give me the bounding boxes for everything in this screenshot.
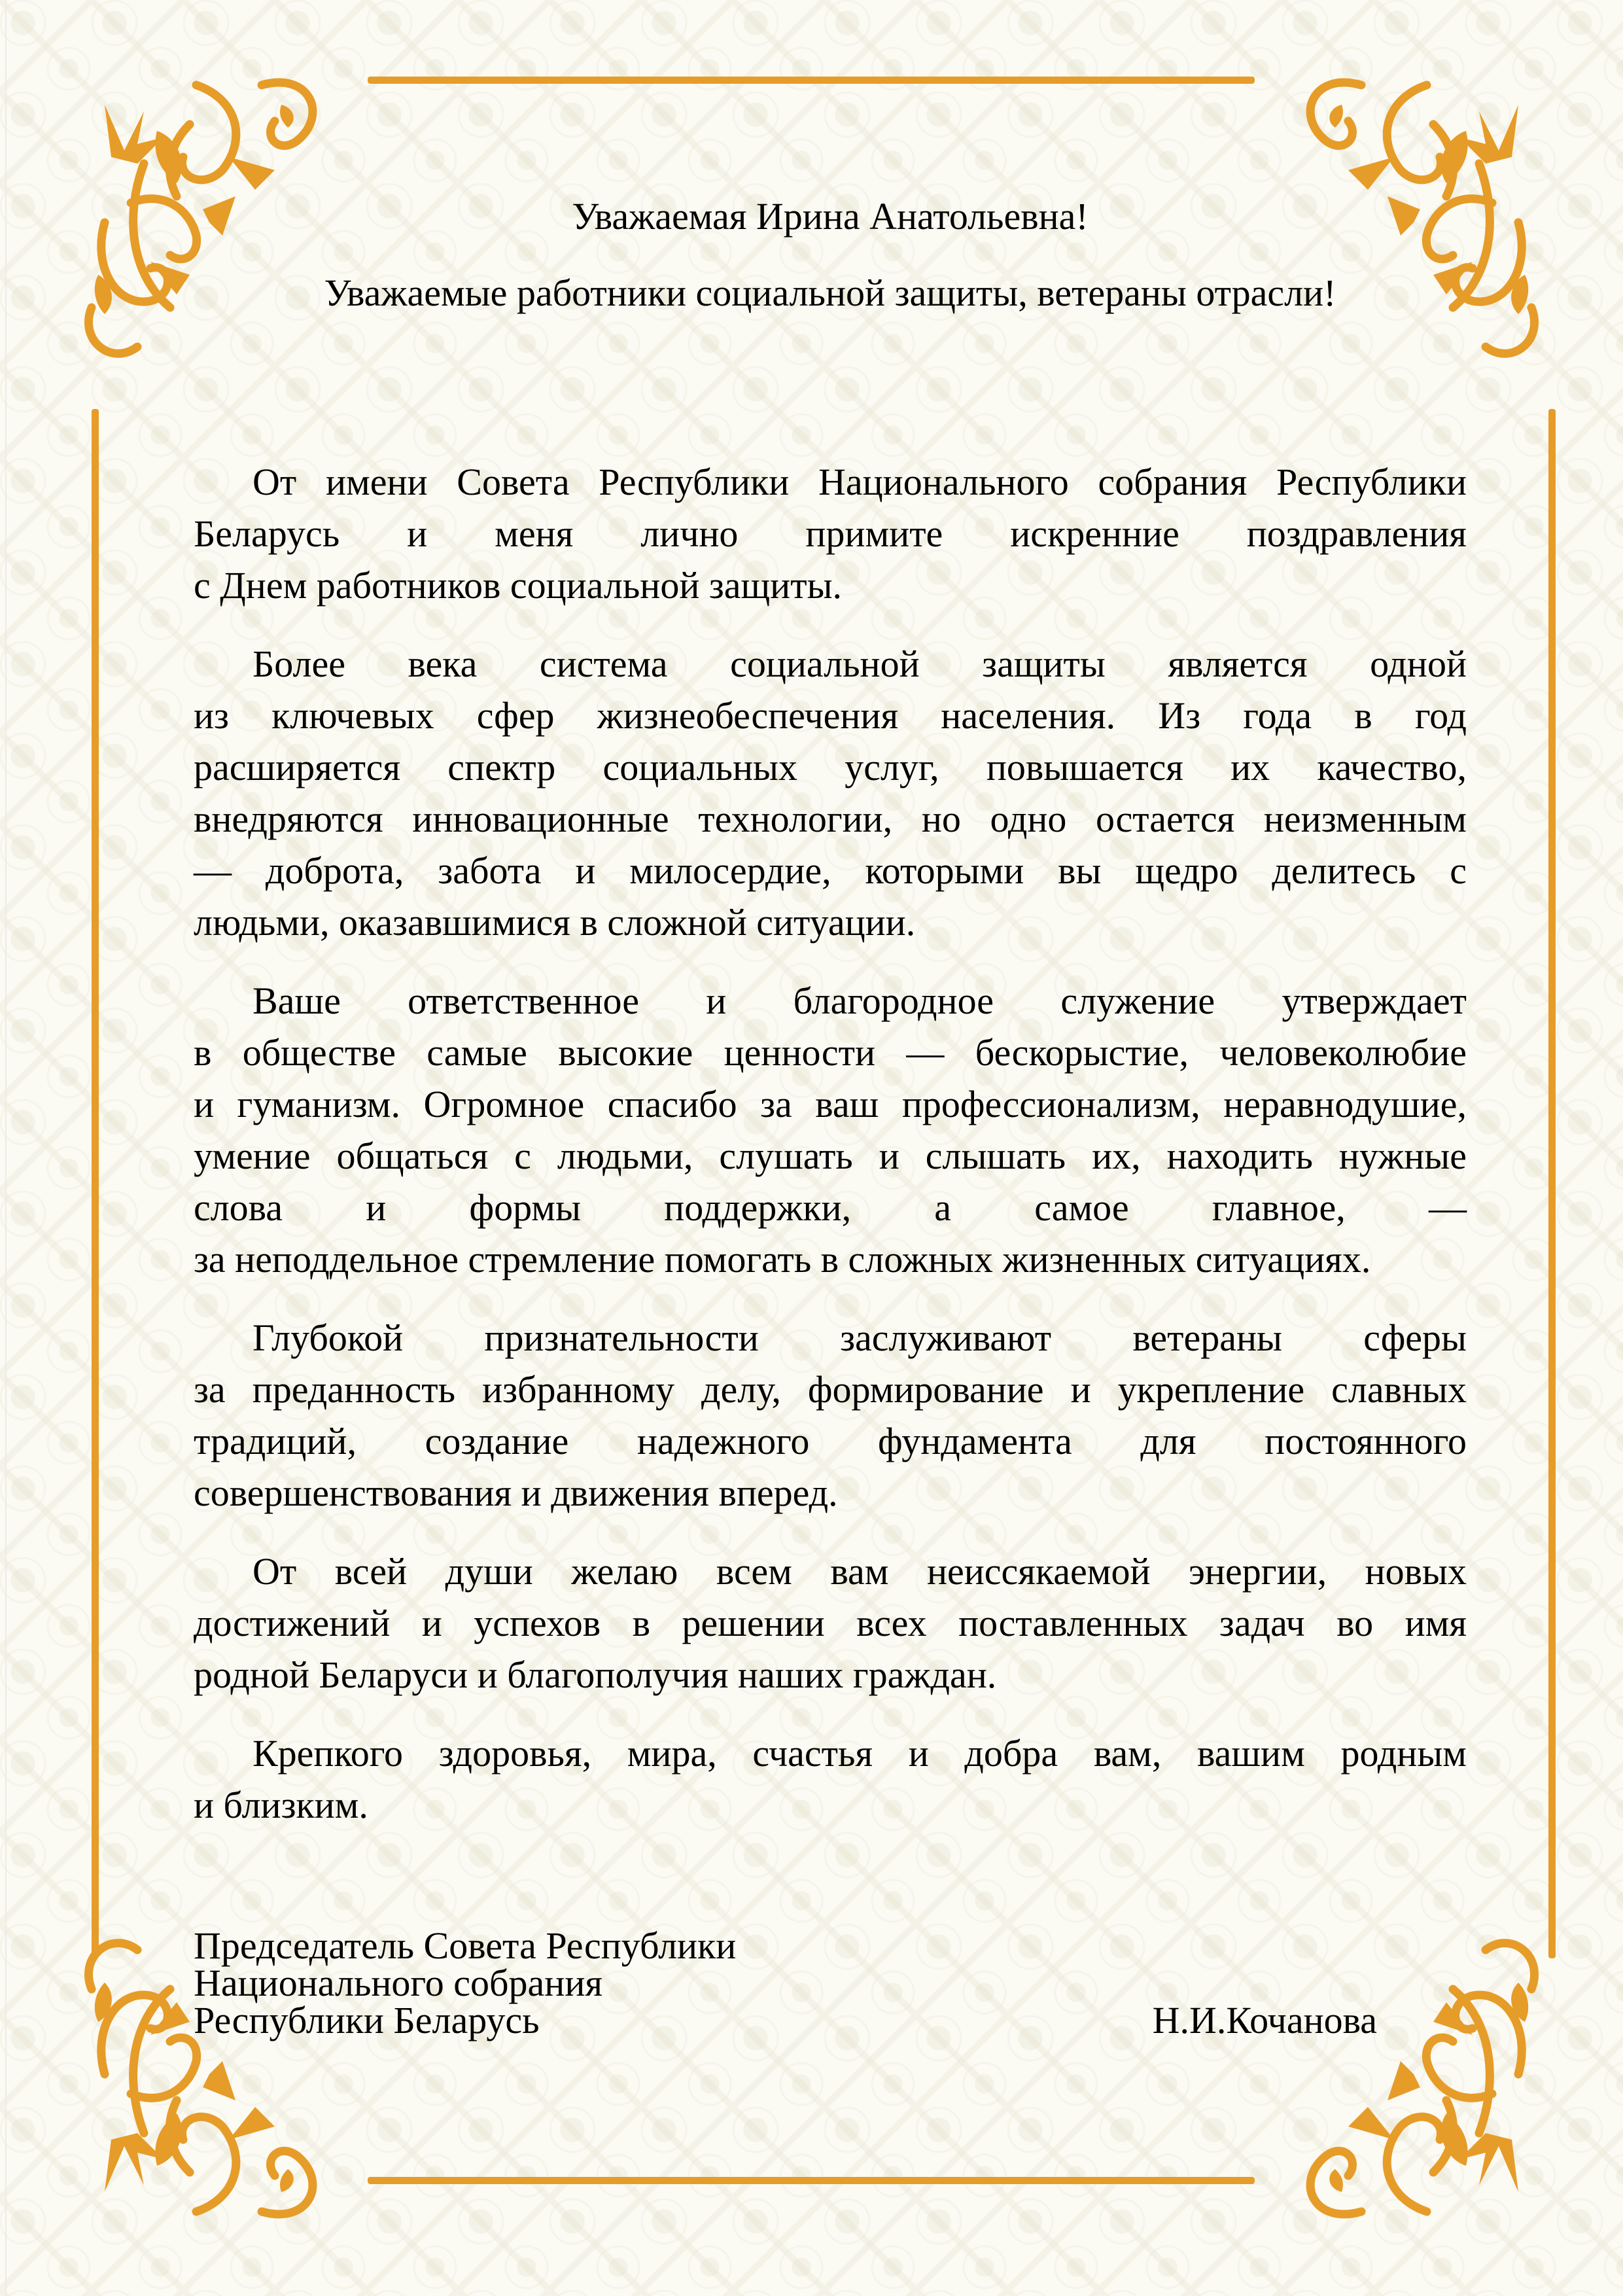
paragraph-line: и близким.	[194, 1784, 368, 1826]
paragraph-line: Более века система социальной защиты является одной	[253, 643, 1467, 685]
paragraph	[194, 456, 1467, 611]
paragraph-line: и гуманизм. Огромное спасибо за ваш профессионализм, неравнодушие,	[194, 1083, 1467, 1125]
signature-block	[194, 1924, 1467, 2041]
signatory-name: Н.И.Кочанова	[1152, 1999, 1377, 2041]
paragraph	[194, 1312, 1467, 1519]
paragraph-line: людьми, оказавшимися в сложной ситуации.	[194, 901, 916, 944]
paragraph-line: расширяется спектр социальных услуг, повышается их качество,	[194, 746, 1467, 788]
paragraph-line: — доброта, забота и милосердие, которыми вы щедро делитесь с	[194, 849, 1467, 892]
salutation-personal: Уважаемая Ирина Анатольевна!	[572, 195, 1089, 238]
letter-body	[194, 456, 1467, 1858]
paragraph	[194, 638, 1467, 948]
signature-title-line: Национального собрания	[194, 1962, 603, 2004]
salutation-general: Уважаемые работники социальной защиты, ветераны отрасли!	[324, 272, 1336, 314]
frame-border-top	[368, 77, 1255, 84]
paragraph-line: традиций, создание надежного фундамента для постоянного	[194, 1420, 1467, 1462]
paragraph-line: достижений и успехов в решении всех поставленных задач во имя	[194, 1602, 1467, 1644]
paragraph-line: От имени Совета Республики Национального собрания Республики	[253, 461, 1467, 503]
signature-title-line: Республики Беларусь	[194, 1999, 540, 2041]
paragraph-line: Беларусь и меня лично примите искренние поздравления	[194, 512, 1467, 555]
paragraph-line: От всей души желаю всем вам неиссякаемой энергии, новых	[253, 1550, 1467, 1593]
paragraph-line: в обществе самые высокие ценности — бескорыстие, человеколюбие	[194, 1031, 1467, 1074]
paragraph-line: с Днем работников социальной защиты.	[194, 564, 843, 607]
paragraph-line: слова и формы поддержки, а самое главное, —	[194, 1186, 1467, 1229]
paragraph-line: Глубокой признательности заслуживают ветераны сферы	[253, 1316, 1467, 1359]
paragraph	[194, 975, 1467, 1285]
paragraph-line: Ваше ответственное и благородное служение утверждает	[253, 980, 1467, 1022]
paragraph	[194, 1727, 1467, 1831]
signature-title-line: Председатель Совета Республики	[194, 1924, 737, 1967]
paragraph	[194, 1545, 1467, 1701]
frame-border-right	[1548, 409, 1556, 1958]
paragraph-line: внедряются инновационные технологии, но одно остается неизменным	[194, 798, 1467, 840]
paragraph-line: за неподдельное стремление помогать в сложных жизненных ситуациях.	[194, 1238, 1371, 1280]
page-edge-line	[5, 0, 7, 2296]
paragraph-line: умение общаться с людьми, слушать и слышать их, находить нужные	[194, 1135, 1467, 1177]
paragraph-line: из ключевых сфер жизнеобеспечения населения. Из года в год	[194, 694, 1467, 737]
frame-border-left	[92, 409, 99, 1958]
paragraph-line: родной Беларуси и благополучия наших граждан.	[194, 1653, 997, 1696]
paragraph-line: Крепкого здоровья, мира, счастья и добра вам, вашим родным	[253, 1732, 1467, 1775]
paragraph-line: за преданность избранному делу, формирование и укрепление славных	[194, 1368, 1467, 1411]
frame-border-bottom	[368, 2177, 1255, 2184]
paragraph-line: совершенствования и движения вперед.	[194, 1472, 838, 1514]
